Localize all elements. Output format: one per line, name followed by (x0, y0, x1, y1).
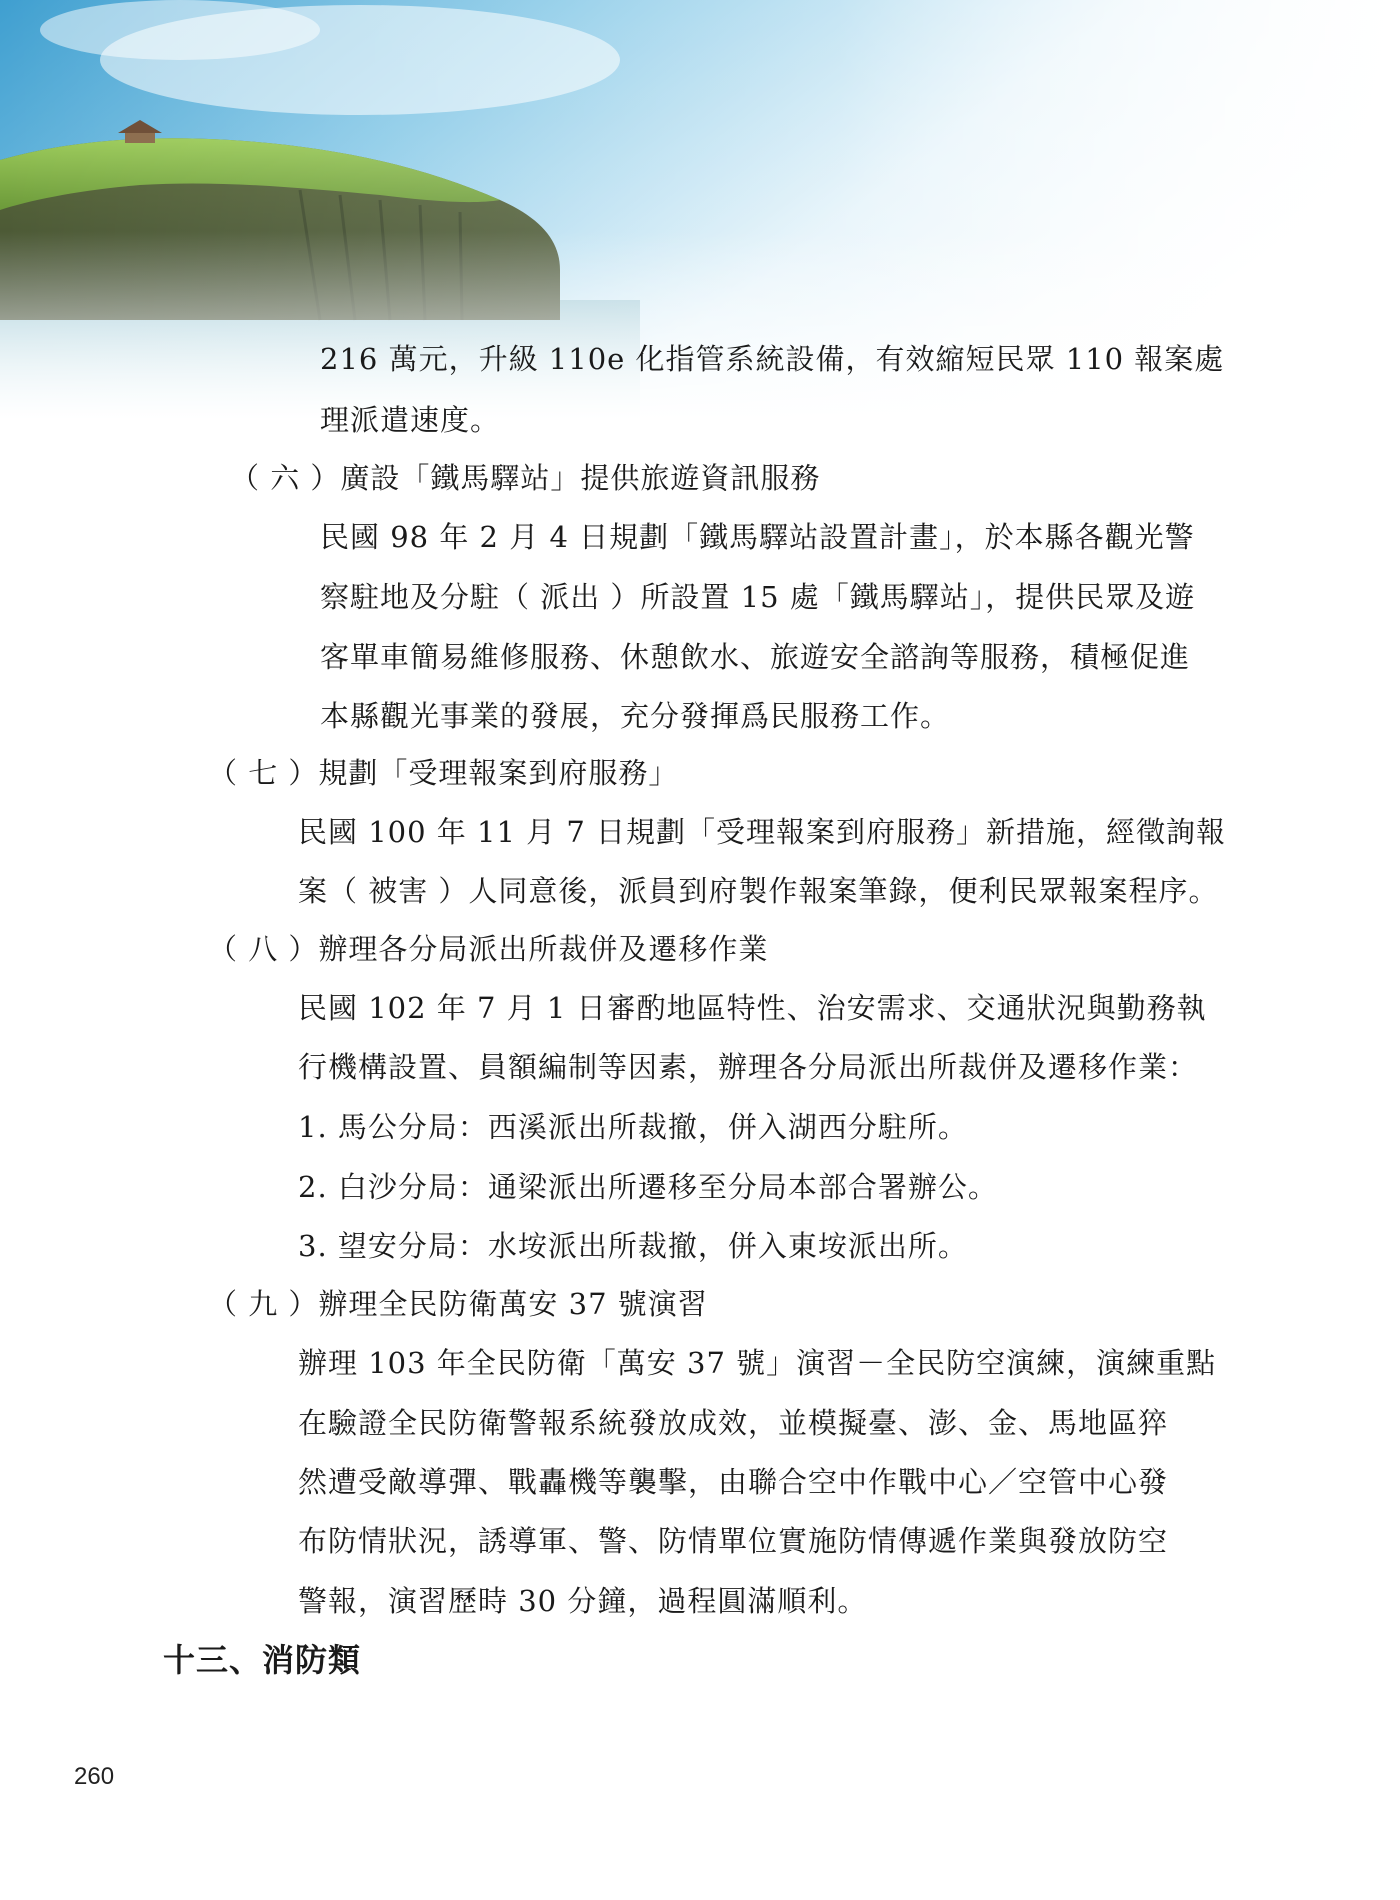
body-text-line: 客單車簡易維修服務、休憩飲水、旅遊安全諮詢等服務，積極促進 (320, 640, 1191, 674)
body-text-line: 理派遣速度。 (320, 403, 501, 437)
list-item: 1. 馬公分局：西溪派出所裁撤，併入湖西分駐所。 (298, 1110, 968, 1144)
page-number: 260 (74, 1763, 115, 1790)
body-text-line: 民國 102 年 7 月 1 日審酌地區特性、治安需求、交通狀況與勤務執 (298, 991, 1207, 1025)
body-text-line: 察駐地及分駐（ 派出 ）所設置 15 處「鐵馬驛站」，提供民眾及遊 (320, 580, 1196, 614)
body-text-line: 警報，演習歷時 30 分鐘，過程圓滿順利。 (298, 1584, 868, 1618)
section-title: 十三、消防類 (163, 1641, 362, 1679)
body-text-line: 民國 100 年 11 月 7 日規劃「受理報案到府服務」新措施，經徵詢報 (298, 815, 1227, 849)
list-item: 3. 望安分局：水垵派出所裁撤，併入東垵派出所。 (298, 1229, 968, 1263)
body-text-line: 本縣觀光事業的發展，充分發揮爲民服務工作。 (320, 699, 951, 733)
body-text-line: 行機構設置、員額編制等因素，辦理各分局派出所裁併及遷移作業： (298, 1050, 1199, 1084)
body-text-line: 216 萬元，升級 110e 化指管系統設備，有效縮短民眾 110 報案處 (320, 342, 1225, 376)
list-item: 2. 白沙分局：通梁派出所遷移至分局本部合署辦公。 (298, 1170, 998, 1204)
body-text-line: 民國 98 年 2 月 4 日規劃「鐵馬驛站設置計畫」，於本縣各觀光警 (320, 520, 1195, 554)
subsection-heading: （ 九 ）辦理全民防衛萬安 37 號演習 (208, 1287, 708, 1321)
body-text-line: 然遭受敵導彈、戰轟機等襲擊，由聯合空中作戰中心／空管中心發 (298, 1465, 1169, 1499)
body-text-line: 案（ 被害 ）人同意後，派員到府製作報案筆錄，便利民眾報案程序。 (298, 874, 1219, 908)
body-text-line: 在驗證全民防衛警報系統發放成效，並模擬臺、澎、金、馬地區猝 (298, 1406, 1169, 1440)
subsection-heading: （ 六 ）廣設「鐵馬驛站」提供旅遊資訊服務 (230, 461, 821, 495)
subsection-heading: （ 七 ）規劃「受理報案到府服務」 (208, 756, 679, 790)
body-text-line: 辦理 103 年全民防衛「萬安 37 號」演習－全民防空演練，演練重點 (298, 1346, 1217, 1380)
subsection-heading: （ 八 ）辦理各分局派出所裁併及遷移作業 (208, 932, 769, 966)
body-text-line: 布防情狀況，誘導軍、警、防情單位實施防情傳遞作業與發放防空 (298, 1524, 1169, 1558)
